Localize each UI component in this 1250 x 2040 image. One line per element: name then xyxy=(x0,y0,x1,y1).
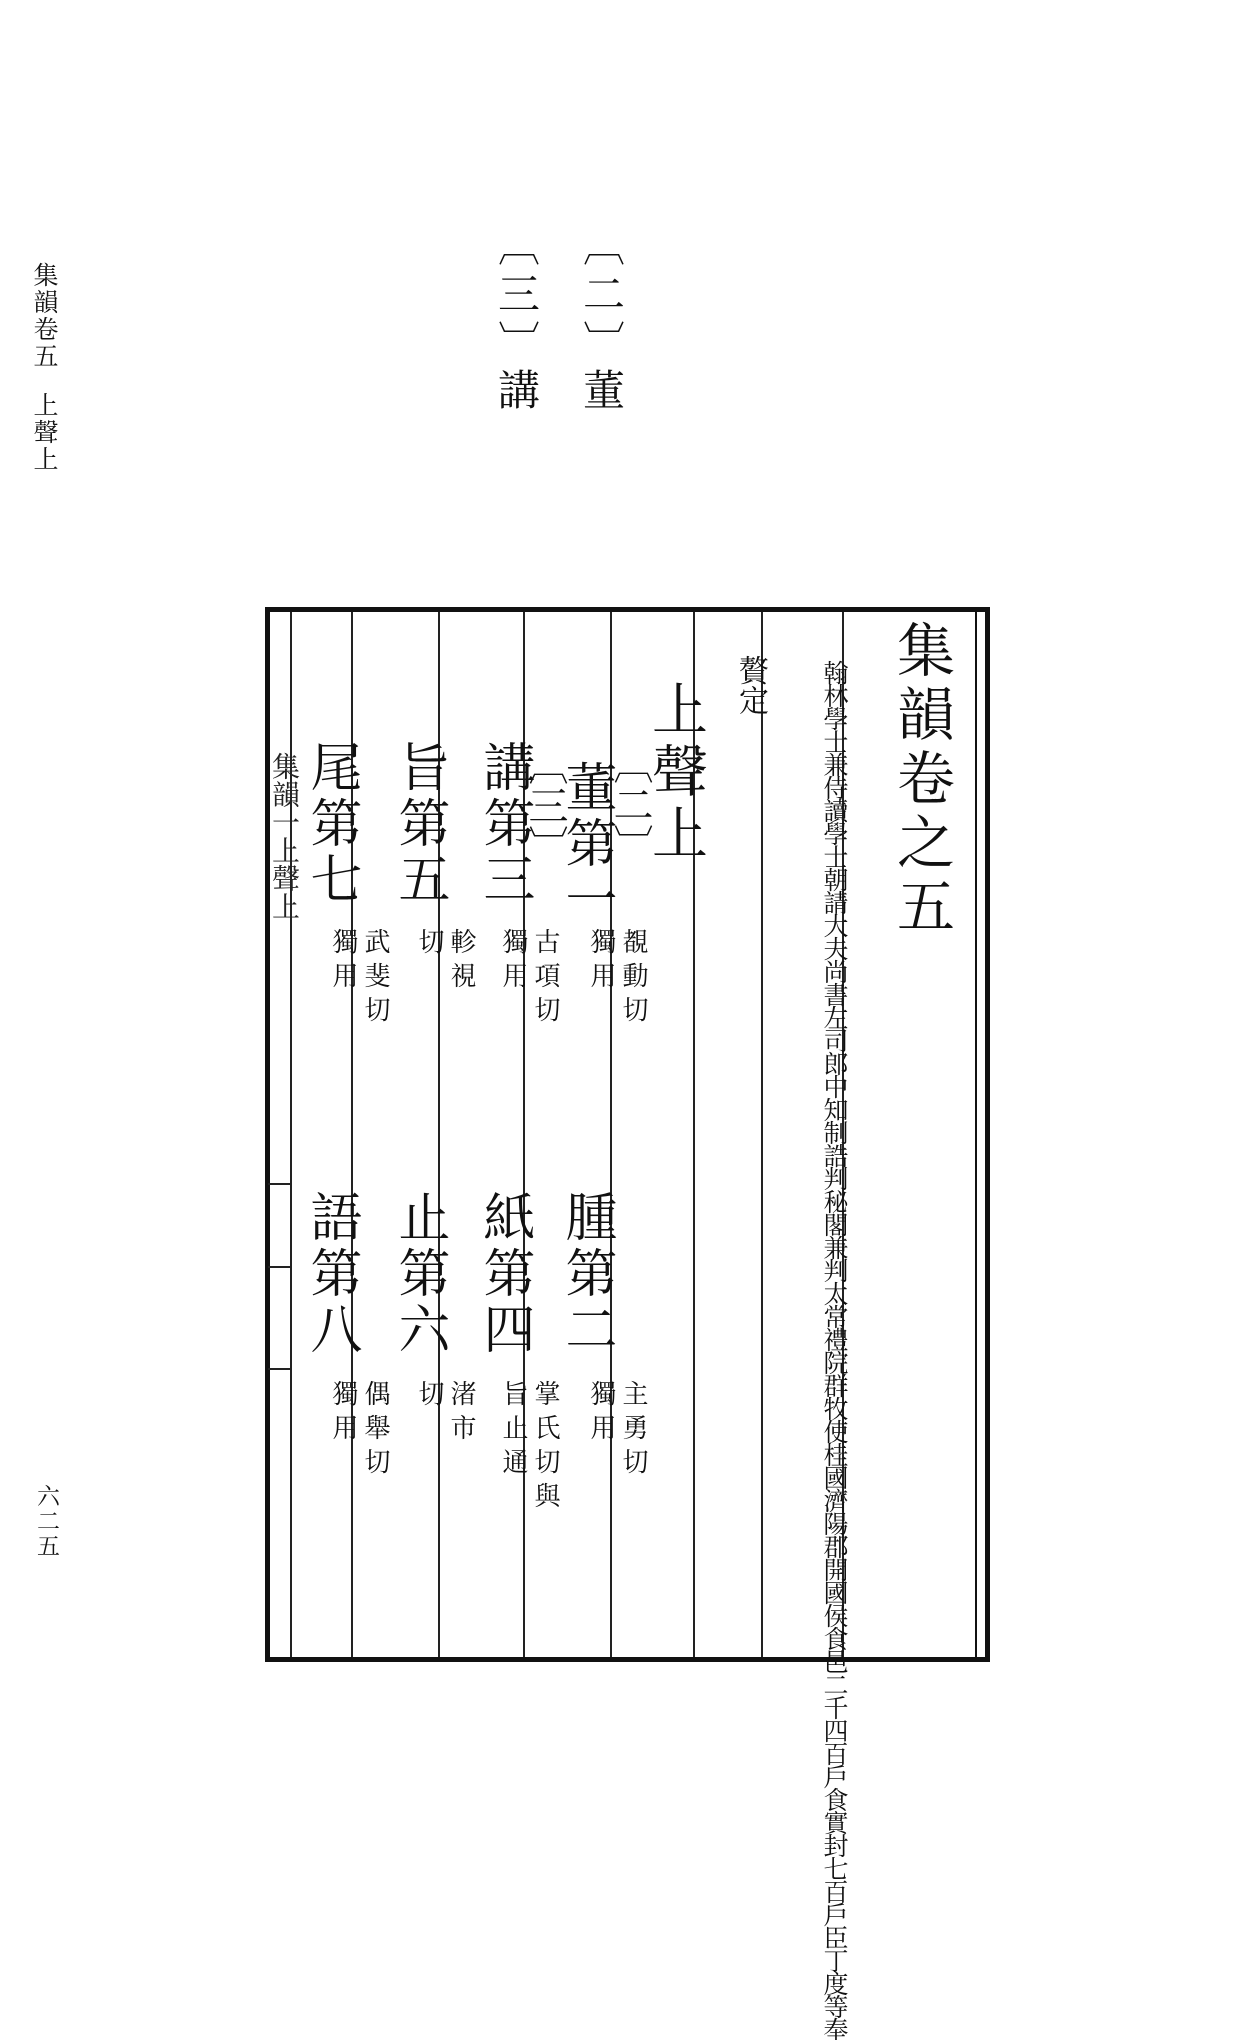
collation-note-3 xyxy=(492,224,541,416)
running-header-book: 集韻卷五 xyxy=(30,262,59,370)
fanqie-line: 古項切 xyxy=(530,928,560,1030)
fanqie-note xyxy=(416,1380,474,1448)
fanqie-line: 獨用 xyxy=(328,928,358,996)
rhyme-heading: 紙第四 xyxy=(474,1190,534,1358)
fanqie-line: 渚市 xyxy=(446,1380,476,1448)
folio-number: 六二五 xyxy=(33,1484,59,1559)
fanqie-line: 切 xyxy=(414,1380,444,1414)
fanqie-line: 旨止通 xyxy=(498,1380,528,1482)
fanqie-line: 獨用 xyxy=(328,1380,358,1448)
fanqie-line: 偶舉切 xyxy=(360,1380,390,1482)
fishtail-mark xyxy=(268,1266,290,1268)
column-rule xyxy=(761,612,763,1657)
rhyme-heading: 止第六 xyxy=(389,1190,449,1358)
fanqie-line: 獨用 xyxy=(498,928,528,996)
fishtail-mark xyxy=(268,1183,290,1185)
rhyme-heading: 董第一 xyxy=(556,760,616,928)
rhyme-heading: 旨第五 xyxy=(389,740,449,908)
rhyme-heading: 腫第二 xyxy=(556,1190,616,1358)
fanqie-line: 軫視 xyxy=(446,928,476,996)
collation-char: 講 xyxy=(492,368,541,416)
rhyme-heading: 語第八 xyxy=(301,1190,361,1358)
running-header xyxy=(32,262,57,473)
fanqie-note xyxy=(500,928,558,1030)
fanqie-line: 主勇切 xyxy=(618,1380,648,1482)
fanqie-note xyxy=(588,928,646,1030)
appended-chars: 贅定 xyxy=(733,655,768,715)
collation-marker-3: 〔三〕 xyxy=(522,745,568,865)
fanqie-line: 切 xyxy=(414,928,444,962)
fanqie-line: 掌氏切與 xyxy=(530,1380,560,1516)
collation-marker: 〔二〕 xyxy=(577,224,626,368)
fanqie-line: 武斐切 xyxy=(360,928,390,1030)
collation-char: 董 xyxy=(577,368,626,416)
rhyme-heading: 講第三 xyxy=(474,740,534,908)
fanqie-line: 覩動切 xyxy=(618,928,648,1030)
collation-marker-2: 〔二〕 xyxy=(607,744,653,864)
compiler-line: 翰林學士兼侍讀學士朝請大夫尚書左司郎中知制誥判秘閣兼判太常禮院群牧使桂國濟陽郡開國侯食邑二千四百戶食實封七百戶臣丁度等奉 xyxy=(820,660,849,2040)
fanqie-note xyxy=(500,1380,558,1516)
fishtail-mark xyxy=(268,1368,290,1370)
fanqie-line: 獨用 xyxy=(586,928,616,996)
fanqie-note xyxy=(588,1380,646,1482)
running-header-section: 上聲上 xyxy=(30,392,59,473)
collation-note-2 xyxy=(577,224,626,416)
collation-marker: 〔三〕 xyxy=(492,224,541,368)
fanqie-line: 獨用 xyxy=(586,1380,616,1448)
section-title: 上聲上 xyxy=(643,680,708,866)
rhyme-heading: 尾第七 xyxy=(301,740,361,908)
fanqie-note xyxy=(330,1380,388,1482)
centre-column-label: 集韻一上聲上 xyxy=(268,752,301,920)
fanqie-note xyxy=(416,928,474,996)
volume-title: 集韻卷之五 xyxy=(887,620,955,940)
fanqie-note xyxy=(330,928,388,1030)
